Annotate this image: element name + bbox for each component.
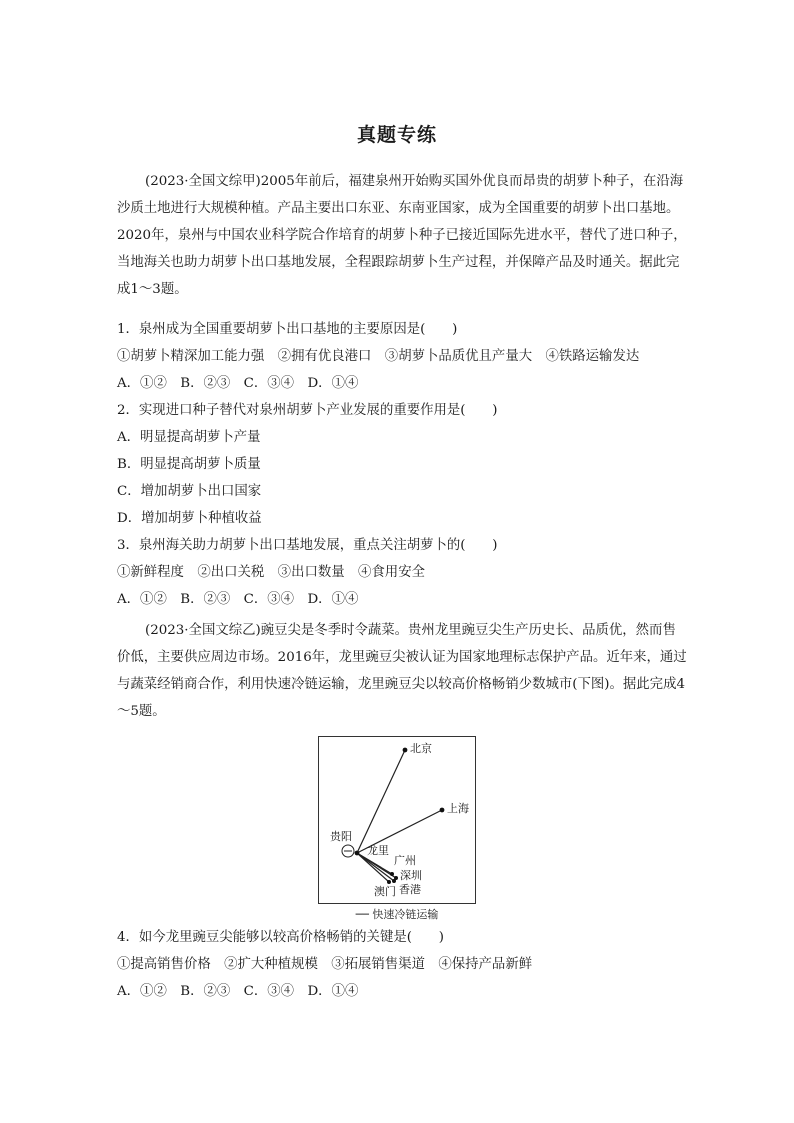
question-4-options: A．①② B．②③ C．③④ D．①④ [117,984,359,999]
question-3-options: A．①② B．②③ C．③④ D．①④ [117,592,359,607]
label-hongkong: 香港 [399,883,421,896]
passage-2: (2023·全国文综乙)豌豆尖是冬季时令蔬菜。贵州龙里豌豆尖生产历史长、品质优，然而售价低，主要供应周边市场。2016年，龙里豌豆尖被认证为国家地理标志保护产品。近年来，通过与蔬菜经销商合作，利用快速冷链运输，龙里豌豆尖以较高价格畅销少数城市(下图)。据此完成4～5题。 [117,623,687,719]
route-lines [319,737,475,903]
question-4-items: ①提高销售价格 ②扩大种植规模 ③拓展销售渠道 ④保持产品新鲜 [117,957,533,972]
label-beijing: 北京 [410,742,432,755]
shanghai-dot [440,808,445,813]
beijing-dot [403,748,408,753]
hongkong-dot [392,879,396,883]
page-title: 真题专练 [356,124,437,146]
cold-chain-map [318,736,476,904]
map-legend: ── 快速冷链运输 [355,908,439,921]
label-macau: 澳门 [374,885,396,898]
guangzhou-dot [390,872,394,876]
label-shanghai: 上海 [447,802,469,815]
question-3-stem: 3．泉州海关助力胡萝卜出口基地发展，重点关注胡萝卜的( ) [117,538,498,553]
question-1-stem: 1．泉州成为全国重要胡萝卜出口基地的主要原因是( ) [117,322,458,337]
question-2-option-a: A．明显提高胡萝卜产量 [117,430,261,445]
question-2-option-d: D．增加胡萝卜种植收益 [117,511,262,526]
question-2-option-c: C．增加胡萝卜出口国家 [117,484,262,499]
longli-dot [355,851,360,856]
question-2-stem: 2．实现进口种子替代对泉州胡萝卜产业发展的重要作用是( ) [117,403,498,418]
label-shenzhen: 深圳 [400,869,422,882]
question-4-stem: 4．如今龙里豌豆尖能够以较高价格畅销的关键是( ) [117,930,444,945]
label-longli: 龙里 [367,844,389,857]
question-1-items: ①胡萝卜精深加工能力强 ②拥有优良港口 ③胡萝卜品质优且产量大 ④铁路运输发达 [117,349,640,364]
question-3-items: ①新鲜程度 ②出口关税 ③出口数量 ④食用安全 [117,565,425,580]
route-hongkong [357,853,394,881]
passage-1: (2023·全国文综甲)2005年前后，福建泉州开始购买国外优良而昂贵的胡萝卜种子，在沿海沙质土地进行大规模种植。产品主要出口东亚、东南亚国家，成为全国重要的胡萝卜出口基地。2020年，泉州与中国农业科学院合作培育的胡萝卜种子已接近国际先进水平，替代了进口种子，当地海关也助力胡萝卜出口基地发展，全程跟踪胡萝卜生产过程，并保障产品及时通关。据此完成1～3题。 [117,174,687,297]
route-beijing [357,750,405,853]
label-guangzhou: 广州 [394,854,416,867]
question-1-options: A．①② B．②③ C．③④ D．①④ [117,376,359,391]
route-macau [357,853,389,882]
macau-dot [387,880,391,884]
label-guiyang: 贵阳 [330,830,352,843]
question-2-option-b: B．明显提高胡萝卜质量 [117,457,261,472]
